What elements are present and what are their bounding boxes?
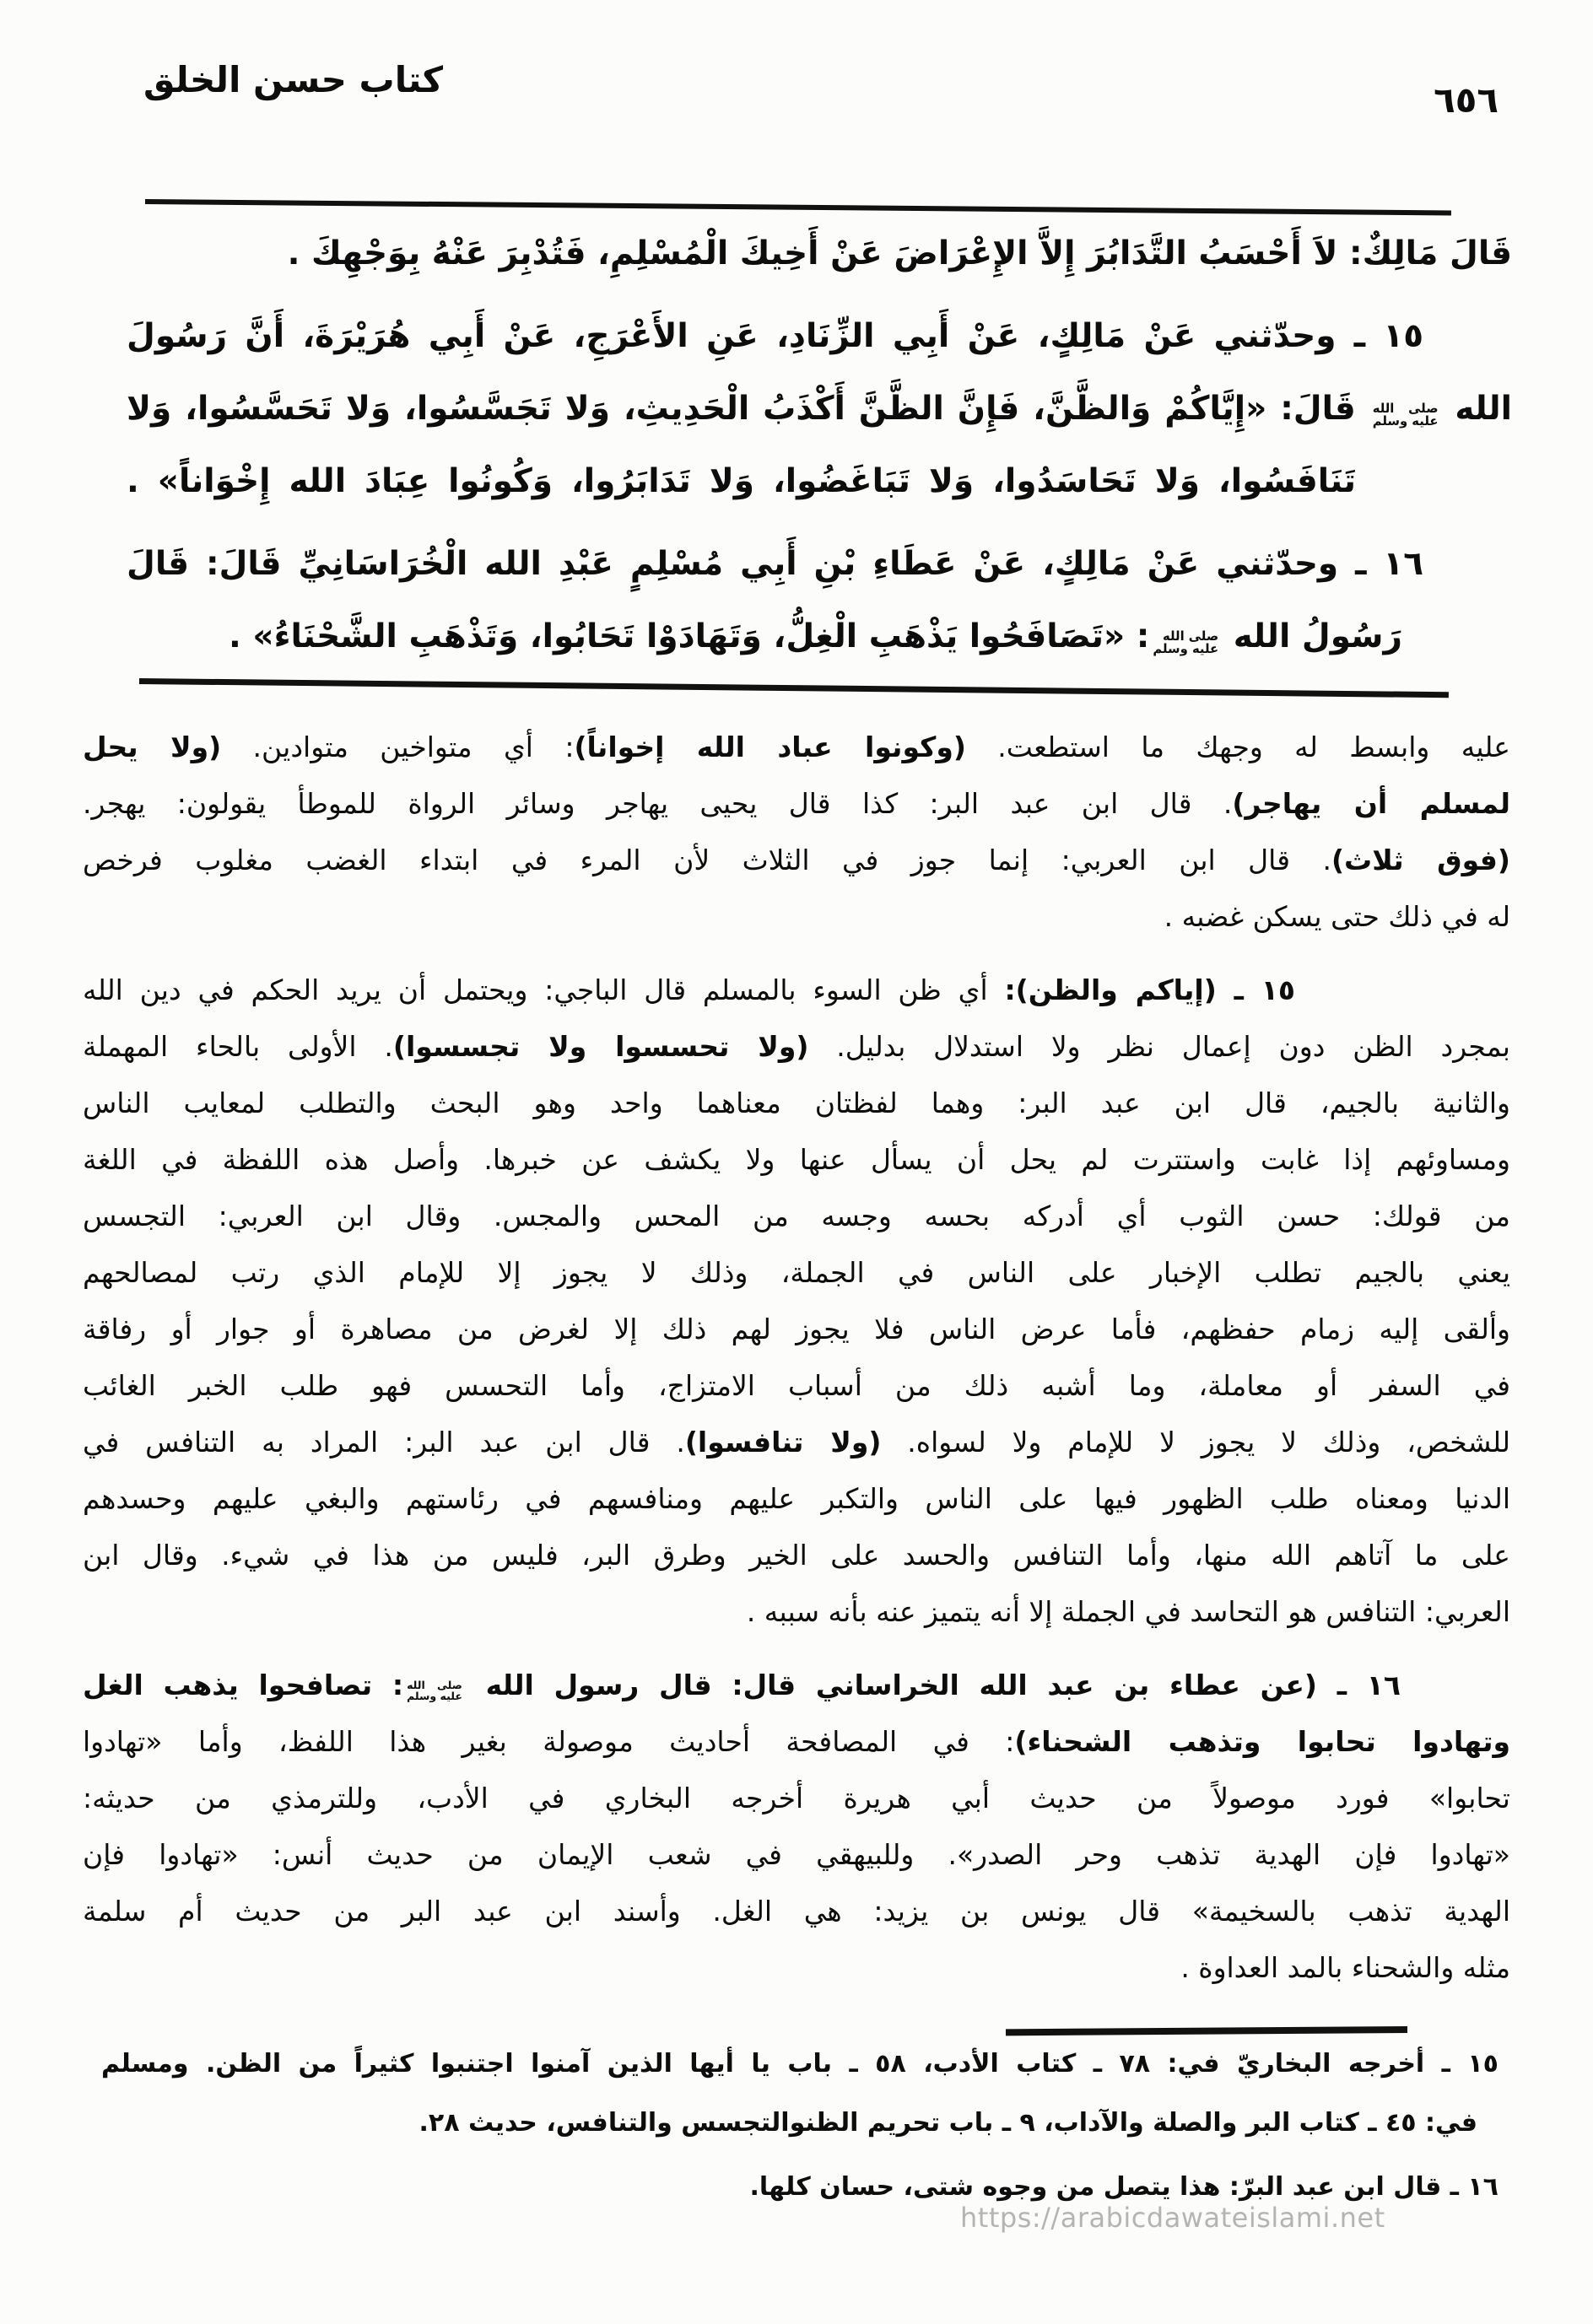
text-segment: . قال ابن عبد البر: المراد به التنافس في	[83, 1426, 685, 1459]
text-segment: : تصافحوا يذهب الغل	[83, 1669, 404, 1701]
text-segment: عليه وابسط له وجهك ما استطعت.	[965, 731, 1510, 763]
text-line	[83, 1075, 1510, 1131]
text-segment: رَسُولُ الله	[1222, 617, 1402, 655]
text-line	[83, 1770, 1510, 1826]
watermark-url: https://arabicdawateislami.net	[960, 2202, 1385, 2234]
text-line	[83, 1713, 1510, 1770]
text-line	[127, 528, 1512, 601]
text-segment: في: ٤٥ ـ كتاب البر والصلة والآداب، ٩ ـ باب تحريم الظنوالتجسس والتنافس، حديث ٢٨.	[418, 2108, 1477, 2138]
commentary-divider	[139, 678, 1449, 698]
text-line	[83, 1018, 1510, 1075]
text-segment: «تهادوا فإن الهدية تذهب وحر الصدر». وللبيهقي في شعب الإيمان من حديث أنس: «تهادوا فإن	[83, 1838, 1510, 1871]
text-segment: (فوق ثلاث)	[1331, 844, 1510, 876]
text-segment: للشخص، وذلك لا يجوز لا للإمام ولا لسواه.	[881, 1426, 1510, 1459]
text-segment: : في المصافحة أحاديث موصولة بغير هذا اللفظ، وأما «تهادوا	[83, 1725, 1015, 1758]
saw-honorific-glyph: صلى الله عليه وسلم	[1372, 401, 1439, 429]
text-line	[83, 1188, 1510, 1244]
text-line	[101, 2035, 1498, 2094]
text-line	[83, 719, 1510, 775]
footnotes-block	[101, 2035, 1498, 2217]
text-line	[83, 1939, 1510, 1996]
text-segment: (ولا يحل	[83, 731, 222, 763]
text-line	[127, 373, 1512, 445]
text-segment: . قال ابن العربي: إنما جوز في الثلاث لأن المرء في ابتداء الغضب مغلوب فرخص	[83, 844, 1331, 876]
text-line	[83, 888, 1510, 945]
text-segment: تحابوا» فورد موصولاً من حديث أبي هريرة أخرجه البخاري في الأدب، وللترمذي من حديثه:	[83, 1782, 1510, 1814]
text-segment: يعني بالجيم تطلب الإخبار على الناس في الجملة، وذلك لا يجوز إلا للإمام الذي رتب لمصالحهم	[83, 1256, 1510, 1289]
text-segment: ١٥ ـ (إياكم والظن):	[1004, 973, 1296, 1006]
text-segment: والثانية بالجيم، قال ابن عبد البر: وهما لفظتان معناهما واحد وهو البحث والتطلب لمعايب الناس	[83, 1087, 1510, 1119]
saw-honorific-glyph: صلى الله عليه وسلم	[407, 1679, 462, 1703]
hadith-text-block	[127, 218, 1512, 673]
page-number: ٦٥٦	[1434, 79, 1498, 121]
paragraph	[83, 962, 1510, 1640]
text-segment: مثله والشحناء بالمد العداوة .	[1180, 1951, 1510, 1984]
text-segment: ١٥ ـ أخرجه البخاريّ في: ٧٨ ـ كتاب الأدب، ٥٨ ـ باب يا أيها الذين آمنوا اجتنبوا كثيراً من الظن. ومسلم	[101, 2049, 1498, 2079]
text-segment: ١٥ ـ وحدّثني عَنْ مَالِكٍ، عَنْ أَبِي الزِّنَادِ، عَنِ الأَعْرَجِ، عَنْ أَبِي هُرَيْرَةَ، أَنَّ رَسُولَ	[127, 317, 1423, 355]
text-segment: الله	[1441, 390, 1512, 428]
paragraph	[83, 719, 1510, 945]
commentary-block	[83, 719, 1510, 1996]
text-segment: لمسلم أن يهاجر)	[1232, 787, 1511, 820]
text-segment: وألقى إليه زمام حفظهم، فأما عرض الناس فلا يجوز لهم ذلك إلا لغرض من مصاهرة أو جوار أو رفاقة	[83, 1313, 1510, 1345]
text-segment: في السفر أو معاملة، وما أشبه ذلك من أسباب الامتزاج، وأما التحسس فهو طلب الخبر الغائب	[83, 1369, 1510, 1402]
text-segment: ١٦ ـ قال ابن عبد البرّ: هذا يتصل من وجوه شتى، حسان كلها.	[749, 2172, 1498, 2202]
text-line	[83, 1657, 1510, 1713]
text-line	[83, 1131, 1510, 1188]
text-segment: . قال ابن عبد البر: كذا قال يحيى يهاجر وسائر الرواة للموطأ يقولون: يهجر.	[83, 787, 1233, 820]
paragraph	[127, 528, 1512, 673]
text-line	[101, 2094, 1498, 2153]
text-segment: ومساوئهم إذا غابت واستترت لم يحل أن يسأل عنها ولا يكشف عن خبرها. وأصل هذه اللفظة في اللغة	[83, 1143, 1510, 1176]
text-segment: العربي: التنافس هو التحاسد في الجملة إلا أنه يتميز عنه بأنه سببه .	[746, 1595, 1510, 1628]
text-line	[83, 1583, 1510, 1640]
text-line	[83, 1301, 1510, 1357]
text-segment: من قولك: حسن الثوب أي أدركه بحسه وجسه من المحس والمجس. وقال ابن العربي: التجسس	[83, 1200, 1510, 1232]
text-segment: على ما آتاهم الله منها، وأما التنافس والحسد على الخير وطرق البر، فليس من هذا في شيء. وقال ابن	[83, 1539, 1510, 1572]
paragraph	[127, 300, 1512, 518]
text-segment: الهدية تذهب بالسخيمة» قال يونس بن يزيد: هي الغل. وأسند ابن عبد البر من حديث أم سلمة	[83, 1895, 1510, 1928]
text-segment: تَنَافَسُوا، وَلا تَحَاسَدُوا، وَلا تَبَاغَضُوا، وَلا تَدَابَرُوا، وَكُونُوا عِبَادَ الله إِخْوَاناً» .	[127, 462, 1356, 500]
text-segment: (ولا تحسسوا ولا تجسسوا)	[392, 1030, 809, 1063]
text-segment: (ولا تنافسوا)	[684, 1426, 882, 1459]
text-segment: له في ذلك حتى يسكن غضبه .	[1164, 900, 1510, 933]
text-segment: بمجرد الظن دون إعمال نظر ولا استدلال بدليل.	[808, 1030, 1510, 1063]
text-line	[83, 962, 1510, 1018]
paragraph	[101, 2035, 1498, 2153]
text-segment: : «تَصَافَحُوا يَذْهَبِ الْغِلُّ، وَتَهَادَوْا تَحَابُوا، وَتَذْهَبِ الشَّحْنَاءُ» .	[228, 617, 1150, 655]
text-segment: الدنيا ومعناه طلب الظهور فيها على الناس والتكبر عليهم ومنافسهم في رئاستهم والبغي عليهم وحسدهم	[83, 1482, 1510, 1515]
text-line	[83, 775, 1510, 832]
text-line	[83, 1414, 1510, 1470]
text-line	[83, 1357, 1510, 1414]
text-segment: (وكونوا عباد الله إخواناً)	[574, 731, 966, 763]
text-segment: وتهادوا تحابوا وتذهب الشحناء)	[1014, 1725, 1510, 1758]
text-segment: قَالَ: «إِيَّاكُمْ وَالظَّنَّ، فَإِنَّ الظَّنَّ أَكْذَبُ الْحَدِيثِ، وَلا تَجَسَّسُوا، وَلا تَحَسَّسُوا، وَلا	[127, 390, 1369, 428]
text-line	[83, 832, 1510, 888]
text-line	[127, 300, 1512, 373]
paragraph	[127, 218, 1512, 290]
page-title: كتاب حسن الخلق	[143, 59, 444, 100]
paragraph	[83, 1657, 1510, 1996]
text-line	[83, 1244, 1510, 1301]
text-segment: : أي متواخين متوادين.	[221, 731, 575, 763]
text-segment: ١٦ ـ وحدّثني عَنْ مَالِكٍ، عَنْ عَطَاءِ بْنِ أَبِي مُسْلِمٍ عَبْدِ الله الْخُرَاسَانِيِّ قَالَ: قَالَ	[127, 545, 1423, 583]
header-divider	[145, 199, 1451, 216]
text-segment: ١٦ ـ (عن عطاء بن عبد الله الخراساني قال: قال رسول الله	[465, 1669, 1401, 1701]
saw-honorific-glyph: صلى الله عليه وسلم	[1153, 628, 1219, 657]
text-line	[127, 445, 1512, 518]
text-line	[127, 601, 1512, 673]
text-segment: أي ظن السوء بالمسلم قال الباجي: ويحتمل أن يريد الحكم في دين الله	[83, 973, 1005, 1006]
text-line	[127, 218, 1512, 290]
text-line	[83, 1883, 1510, 1939]
text-segment: . الأولى بالحاء المهملة	[83, 1030, 393, 1063]
text-line	[83, 1826, 1510, 1883]
text-line	[83, 1527, 1510, 1583]
text-segment: قَالَ مَالِكٌ: لاَ أَحْسَبُ التَّدَابُرَ إِلاَّ الإِعْرَاضَ عَنْ أَخِيكَ الْمُسْلِمِ، فَتُدْبِرَ عَنْهُ بِوَجْهِكَ .	[287, 235, 1512, 272]
text-line	[83, 1470, 1510, 1527]
